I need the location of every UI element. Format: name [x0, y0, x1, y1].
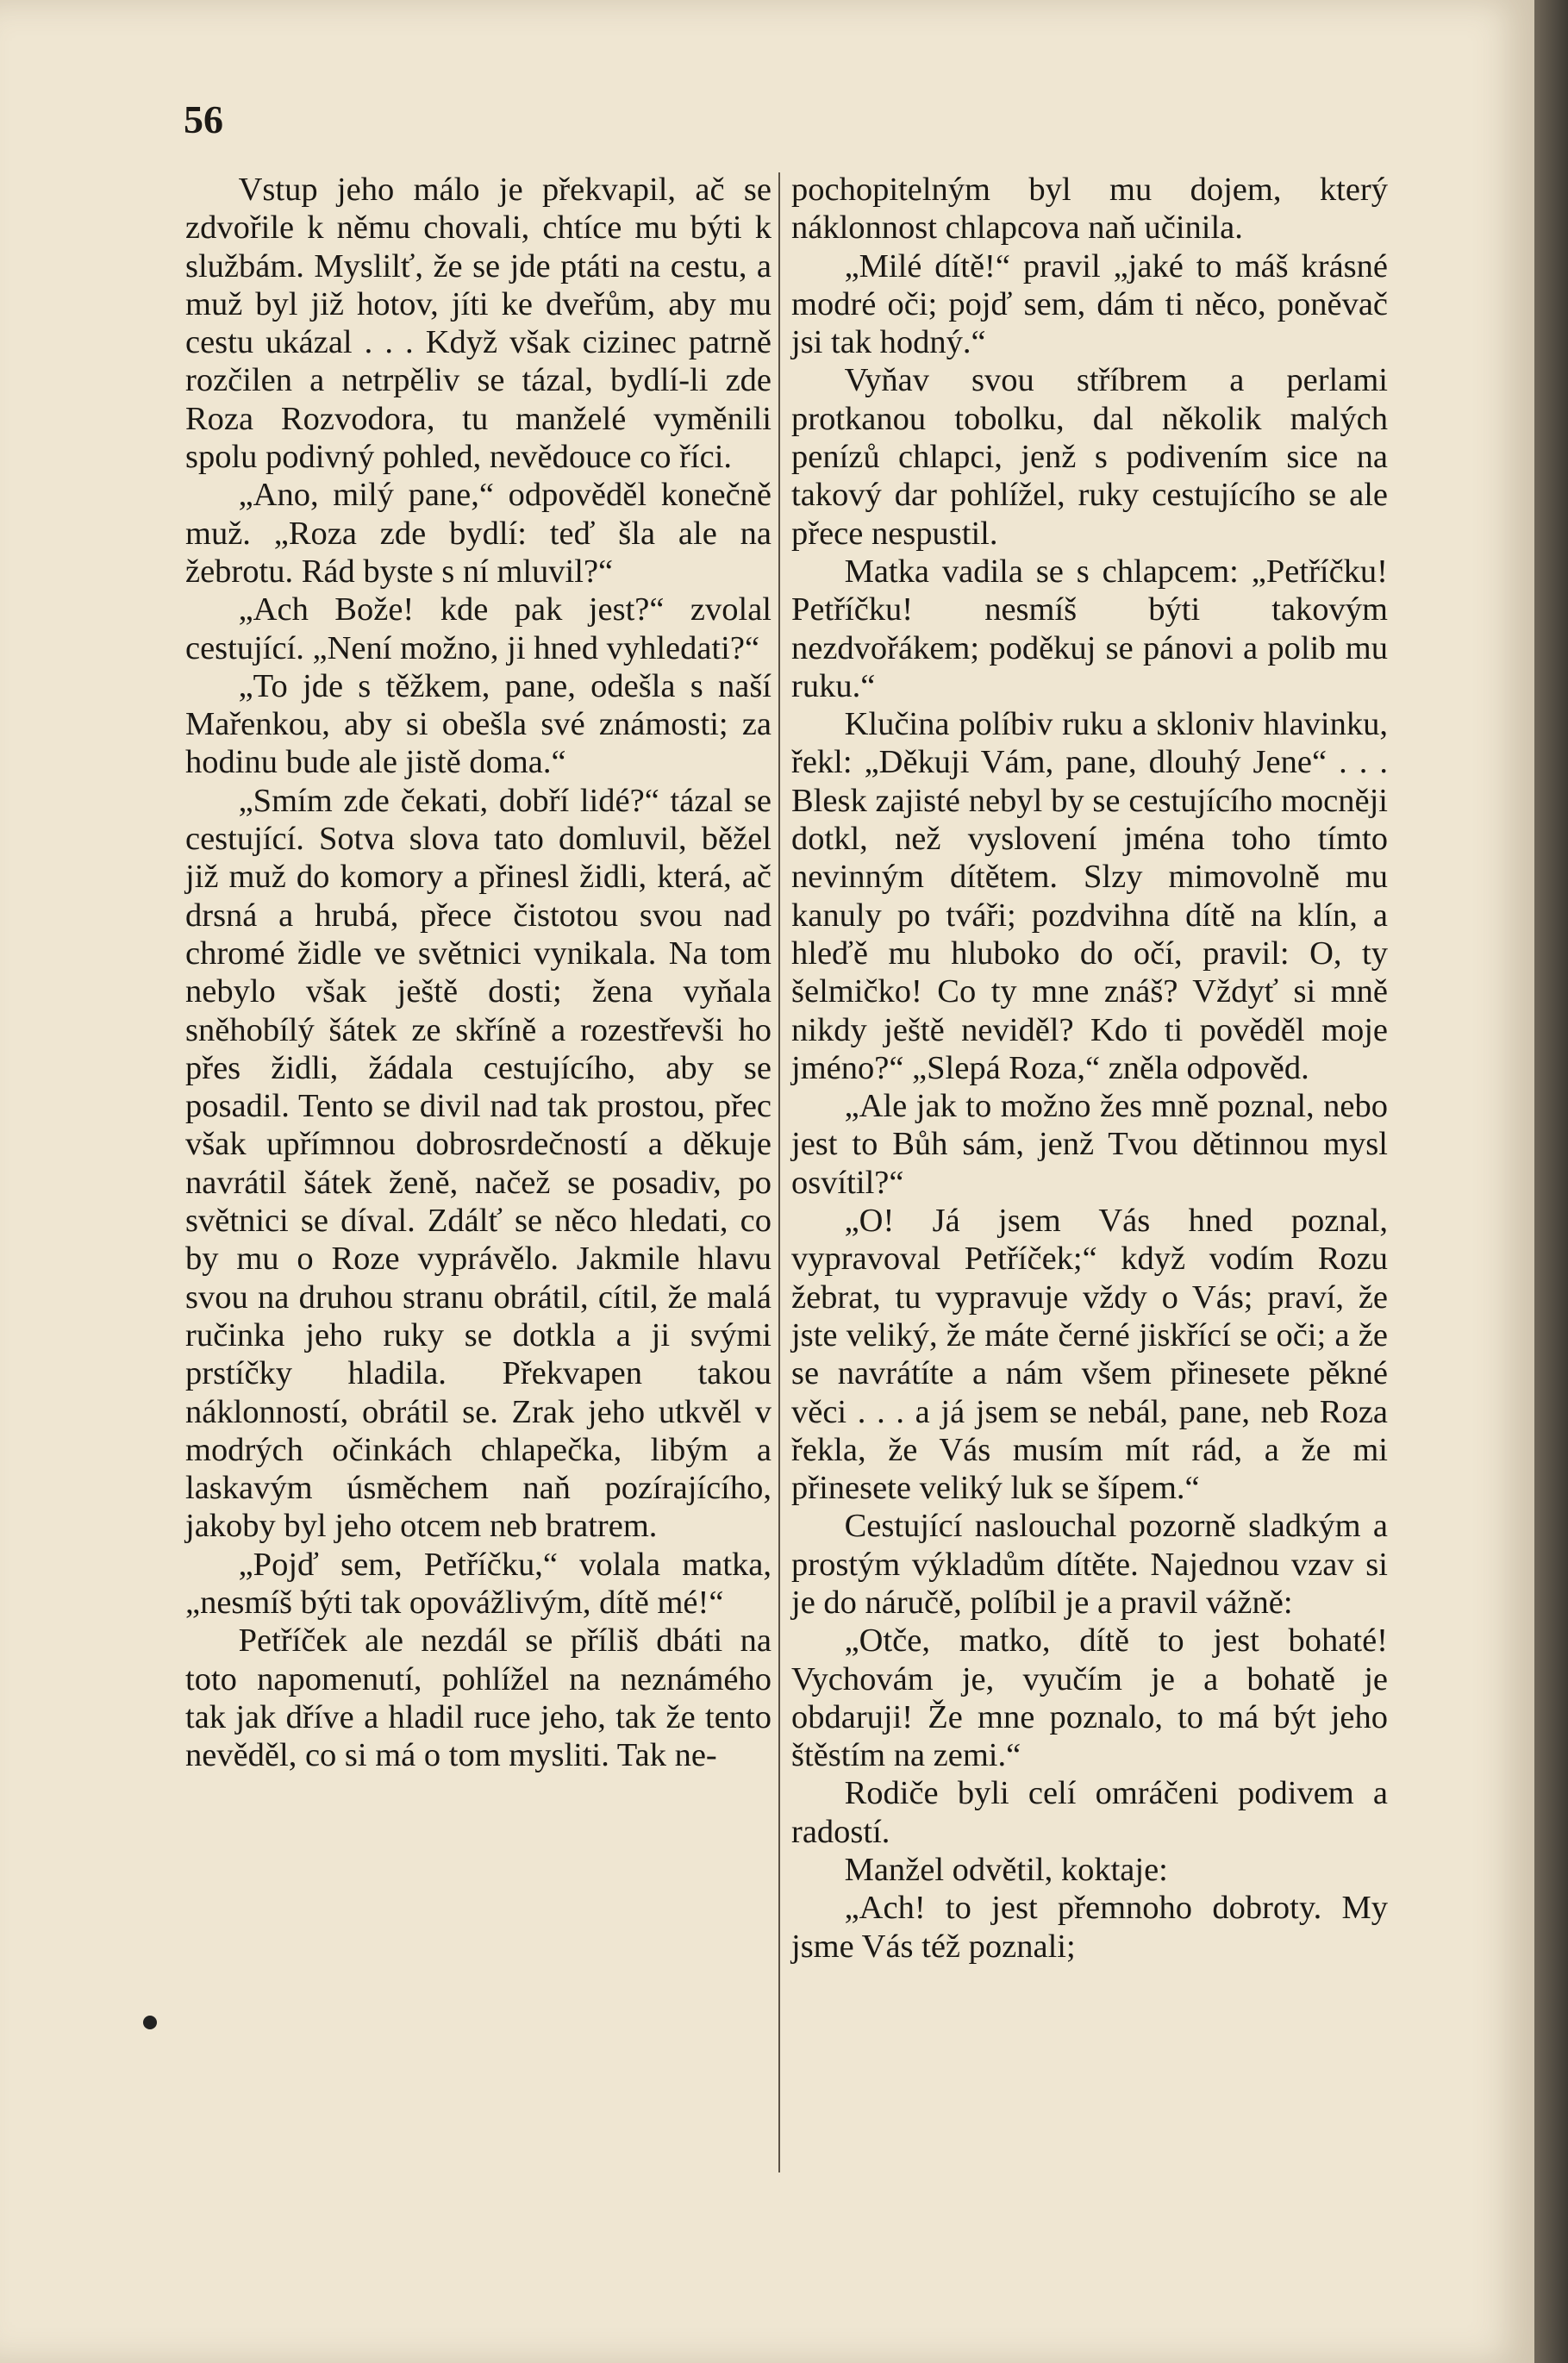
paragraph: Vstup jeho málo je překvapil, ač se zdvořile k němu chovali, chtíce mu býti k službám. Myslilť, že se jde ptáti na cestu, a muž byl již hotov, jíti ke dveřům, aby mu cestu ukázal . . . Když však cizinec patrně rozčilen a netrpěliv se tázal, bydlí-li zde Roza Rozvodora, tu manželé vyměnili spolu podivný pohled, nevědouce co říci.: [185, 172, 772, 476]
paragraph: Matka vadila se s chlapcem: „Petříčku! Petříčku! nesmíš býti takovým nezdvořákem; poděkuj se pánovi a polib mu ruku.“: [791, 553, 1388, 704]
paragraph: „Milé dítě!“ pravil „jaké to máš krásné modré oči; pojď sem, dám ti něco, poněvač jsi tak hodný.“: [791, 247, 1388, 361]
paragraph: „To jde s těžkem, pane, odešla s naší Mařenkou, aby si obešla své známosti; za hodinu bude ale jistě doma.“: [185, 667, 772, 781]
paragraph: Vyňav svou stříbrem a perlami protkanou tobolku, dal několik malých penízů chlapci, jenž s podivením sice na takový dar pohlížel, ruky cestujícího se ale přece nespustil.: [791, 362, 1388, 552]
right-column: [791, 171, 1388, 1966]
column-divider: [778, 172, 780, 2172]
paragraph: „Smím zde čekati, dobří lidé?“ tázal se cestující. Sotva slova tato domluvil, běžel již muž do komory a přinesl židli, která, ač drsná a hrubá, přece čistotou svou nad chromé židle ve světnici vynikala. Na tom nebylo však ještě dosti; žena vyňala sněhobílý šátek ze skříně a rozestřevši ho přes židli, žádala cestujícího, aby se posadil. Tento se divil nad tak prostou, přec však upřímnou dobrosrdečností a děkuje navrátil šátek ženě, načež se posadiv, po světnici se díval. Zdálť se něco hledati, co by mu o Roze vyprávělo. Jakmile hlavu svou na druhou stranu obrátil, cítil, že malá ručinka jeho ruky se dotkla a ji svými prstíčky hladila. Překvapen takou náklonností, obrátil se. Zrak jeho utkvěl v modrých očinkách chlapečka, libým a laskavým úsměchem naň pozírajícího, jakoby byl jeho otcem neb bratrem.: [185, 782, 772, 1545]
page-number: 56: [184, 97, 223, 141]
paragraph: Klučina políbiv ruku a skloniv hlavinku, řekl: „Děkuji Vám, pane, dlouhý Jene“ . . . Blesk zajisté nebyl by se cestujícího mocněji dotkl, než vyslovení jména toho tímto nevinným dítětem. Slzy mimovolně mu kanuly po tváři; pozdvihna dítě na klín, a hleďě mu hluboko do očí, pravil: O, ty šelmičko! Co ty mne znáš? Vždyť si mně nikdy ještě neviděl? Kdo ti pověděl moje jméno?“ „Slepá Roza,“ zněla odpověd.: [791, 706, 1388, 1086]
paragraph: „Pojď sem, Petříčku,“ volala matka, „nesmíš býti tak opovážlivým, dítě mé!“: [185, 1546, 772, 1621]
paragraph: „Ach! to jest přemnoho dobroty. My jsme Vás též poznali;: [791, 1890, 1388, 1965]
paragraph: Cestující naslouchal pozorně sladkým a prostým výkladům dítěte. Najednou vzav si je do náručě, políbil je a pravil vážně:: [791, 1508, 1388, 1621]
paragraph: „Ach Bože! kde pak jest?“ zvolal cestující. „Není možno, ji hned vyhledati?“: [185, 591, 772, 666]
paragraph: Manžel odvětil, koktaje:: [844, 1852, 1168, 1889]
paragraph: pochopitelným byl mu dojem, který náklonnost chlapcova naň učinila.: [791, 172, 1388, 247]
paragraph: „Ano, milý pane,“ odpověděl konečně muž. „Roza zde bydlí: teď šla ale na žebrotu. Rád byste s ní mluvil?“: [185, 477, 772, 590]
paragraph: „Otče, matko, dítě to jest bohaté! Vychovám je, vyučím je a bohatě je obdaruji! Že mne poznalo, to má být jeho štěstím na zemi.“: [791, 1622, 1388, 1774]
paragraph: „O! Já jsem Vás hned poznal, vypravoval Petříček;“ když vodím Rozu žebrat, tu vypravuje vždy o Vás; praví, že jste veliký, že máte černé jiskřící se oči; a že se navrátíte a nám všem přinesete pěkné věci . . . a já jsem se nebál, pane, neb Roza řekla, že Vás musím mít rád, a že mi přinesete veliký luk se šípem.“: [791, 1203, 1388, 1507]
paragraph: Rodiče byli celí omráčeni podivem a radostí.: [791, 1775, 1388, 1850]
book-spine: [1534, 0, 1568, 2363]
left-column: [185, 171, 772, 1774]
paragraph: „Ale jak to možno žes mně poznal, nebo jest to Bůh sám, jenž Tvou dětinnou mysl osvítil?“: [791, 1088, 1388, 1201]
margin-dot: [143, 2016, 157, 2029]
paragraph: Petříček ale nezdál se příliš dbáti na toto napomenutí, pohlížel na neznámého tak jak dříve a hladil ruce jeho, tak že tento nevěděl, co si má o tom mysliti. Tak ne-: [185, 1622, 772, 1774]
